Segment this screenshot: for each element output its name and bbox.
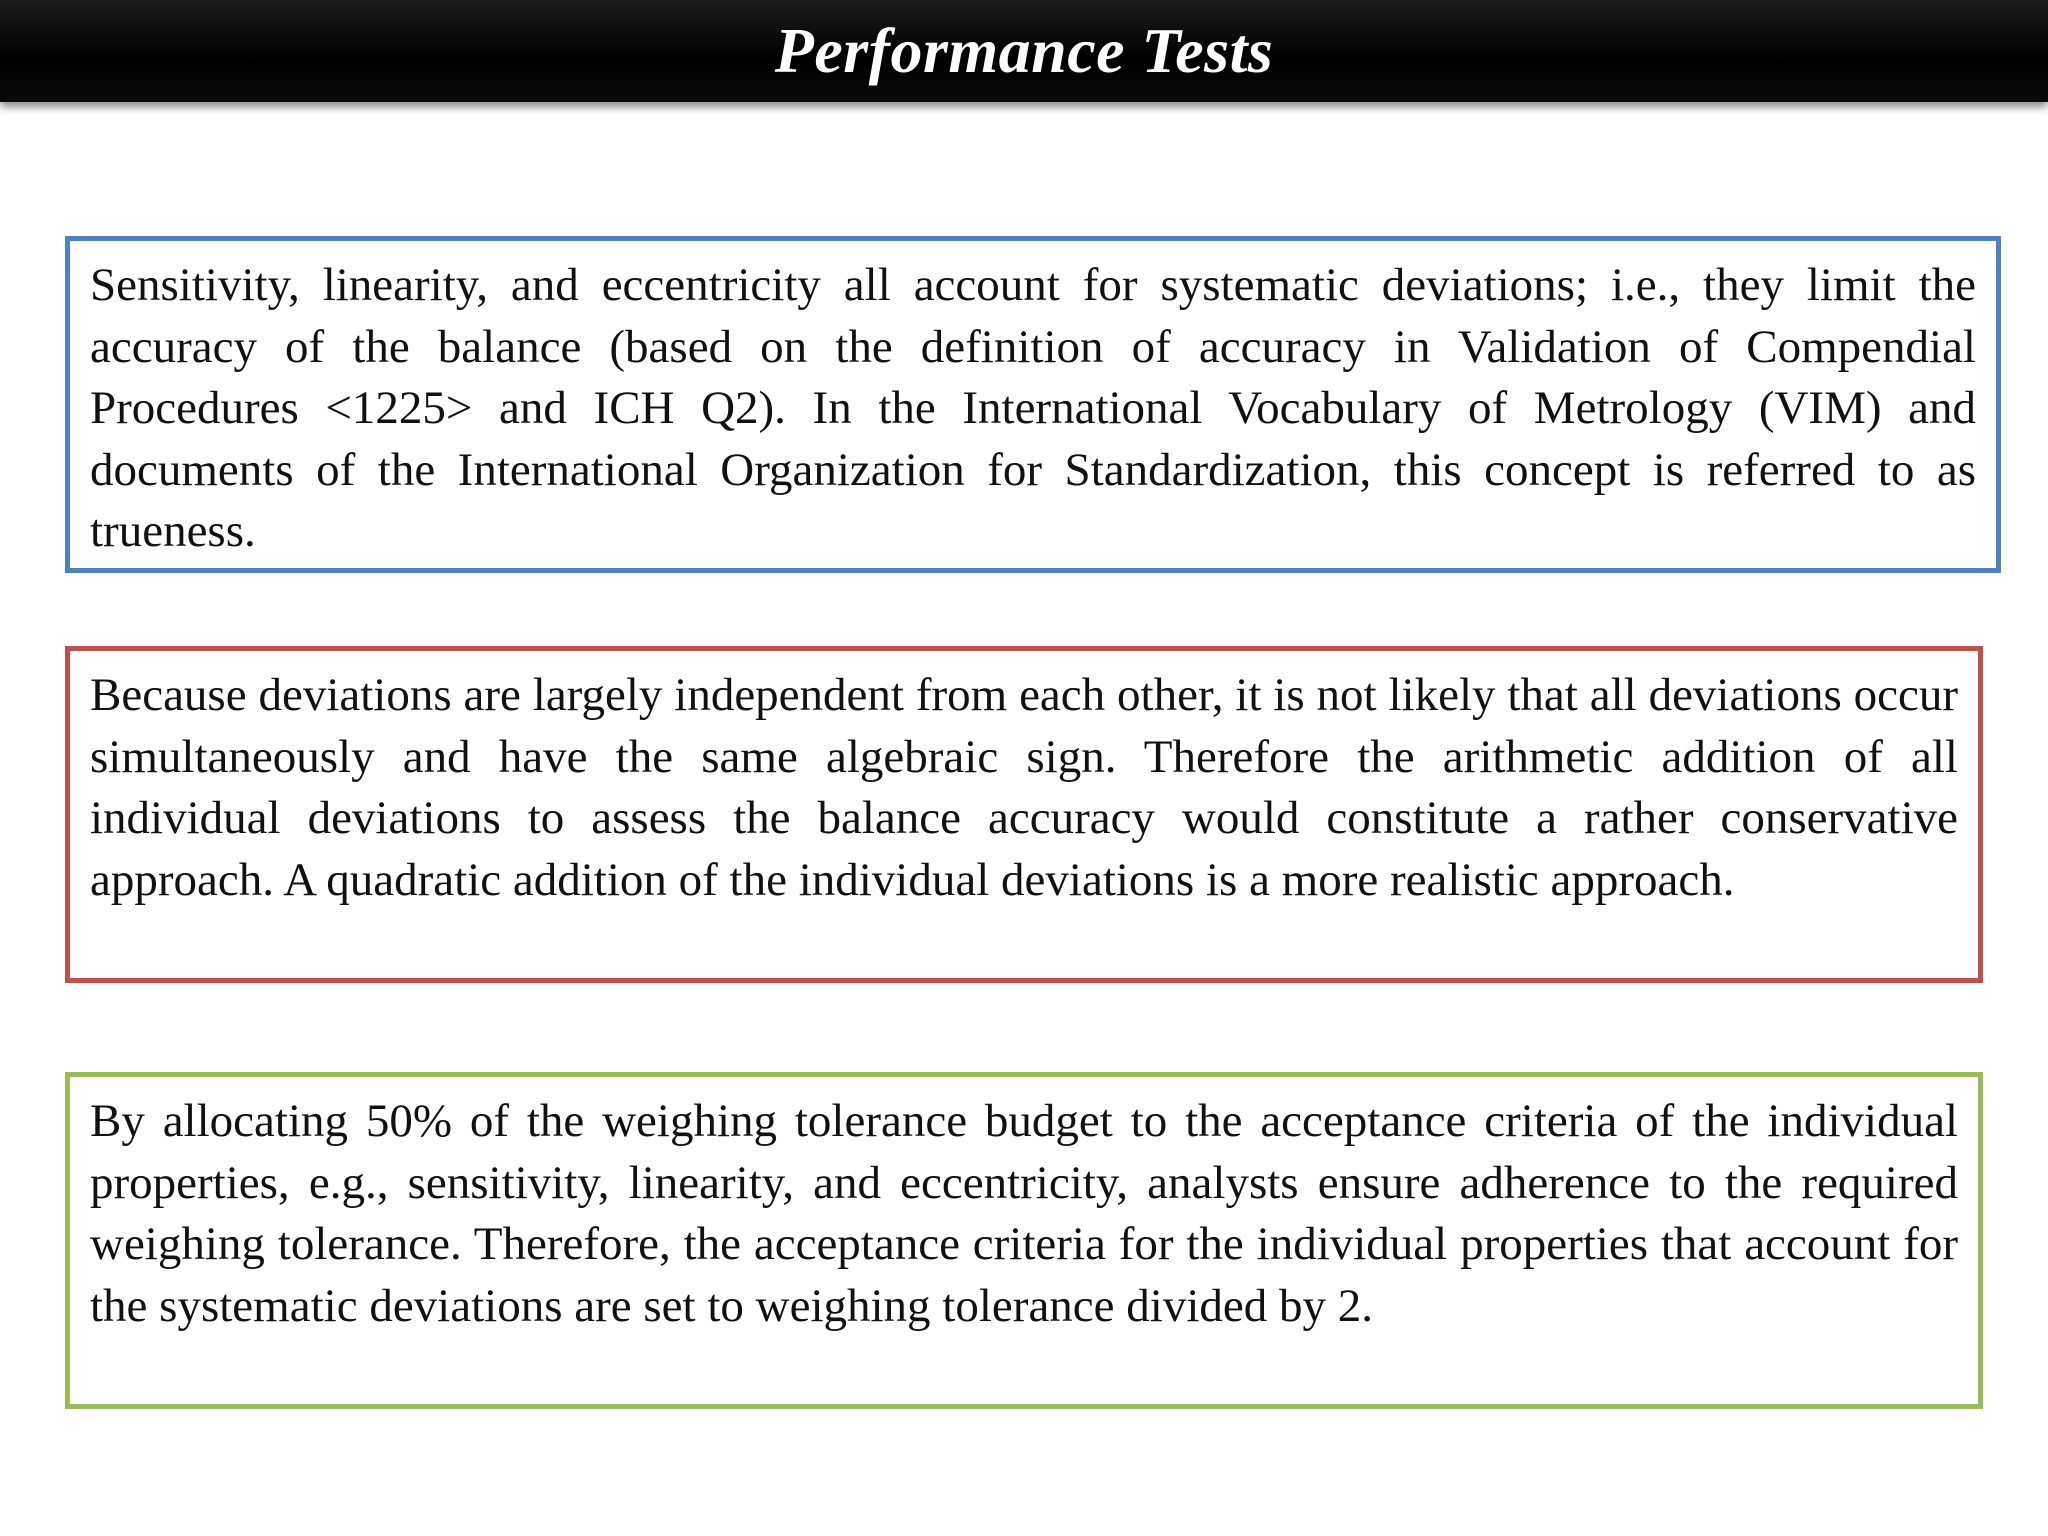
slide-title: Performance Tests (774, 15, 1274, 86)
paragraph-acceptance-criteria: By allocating 50% of the weighing tolerance budget to the acceptance criteria of the individual properties, e.g., sensitivity, linearity, and eccentricity, analysts ensure adherence to the required weighing tolerance. Therefore, the acceptance criteria for the individual properties that account for the systematic deviations are set to weighing tolerance divided by 2. (90, 1095, 1958, 1332)
text-box-acceptance-criteria (65, 1072, 1983, 1409)
text-box-trueness (65, 236, 2001, 573)
paragraph-trueness: Sensitivity, linearity, and eccentricity all account for systematic deviations; i.e., they limit the accuracy of the balance (based on the definition of accuracy in Validation of Compendial Procedures <1225> and ICH Q2). In the International Vocabulary of Metrology (VIM) and documents of the International Organization for Standardization, this concept is referred to as trueness. (90, 259, 1976, 557)
title-bar (0, 0, 2048, 102)
paragraph-quadratic-addition: Because deviations are largely independent from each other, it is not likely that all deviations occur simultaneously and have the same algebraic sign. Therefore the arithmetic addition of all individual deviations to assess the balance accuracy would constitute a rather conservative approach. A quadratic addition of the individual deviations is a more realistic approach. (90, 669, 1958, 906)
text-box-quadratic-addition (65, 646, 1983, 983)
